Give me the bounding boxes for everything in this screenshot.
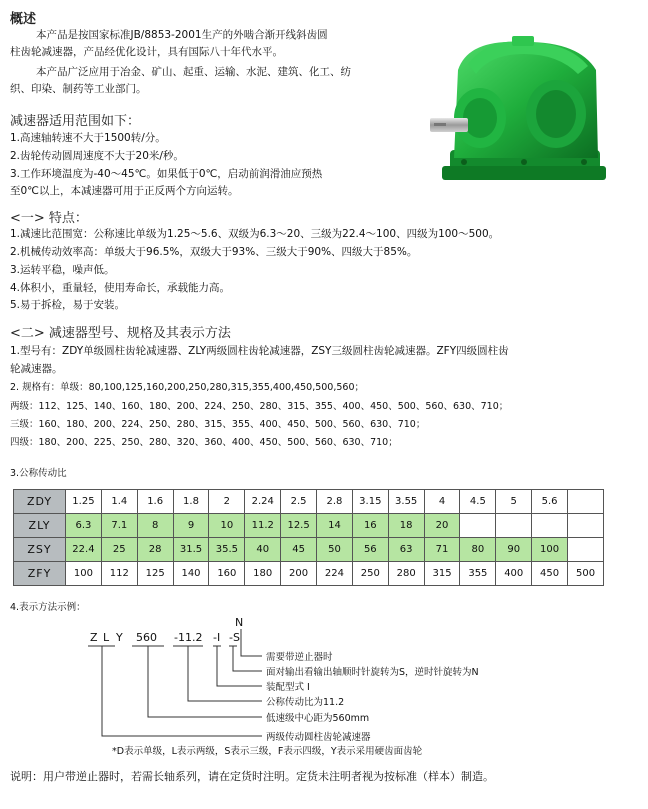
scope-item-3: 3.工作环境温度为-40～45℃。如果低于0℃，启动前润滑油应预热 [10,168,323,180]
features-item-5: 5.易于拆检，易于安装。 [10,299,126,311]
ratio-cell: 400 [496,562,532,586]
ratio-cell: 2.8 [317,490,353,514]
overview-para2-line2: 织、印染、制药等工业部门。 [10,83,147,95]
ratio-cell: 12.5 [281,514,317,538]
overview-para1-line1: 本产品是按国家标准JB/8853-2001生产的外啮合渐开线斜齿圆 [36,29,328,41]
ratio-cell: 2.5 [281,490,317,514]
ratio-cell: 180 [245,562,281,586]
ratio-cell: 100 [532,538,568,562]
label-backstop: 需要带逆止器时 [266,652,333,663]
ratio-cell: 35.5 [209,538,245,562]
ratio-cell: 250 [352,562,388,586]
features-item-3: 3.运转平稳，噪声低。 [10,264,115,276]
ratio-cell: 71 [424,538,460,562]
ratio-row-header: ZLY [14,514,66,538]
ratio-cell [568,490,604,514]
label-rotation: 面对输出看输出轴顺时针旋转为S，逆时针旋转为N [266,667,479,678]
label-assembly: 装配型式 I [266,682,310,693]
ratio-cell [532,514,568,538]
models-line-4: 两级：112、125、140、160、180、200、224、250、280、315、355、400、450、500、560、630、710； [10,401,509,412]
models-line-1: 1.型号有：ZDY单级圆柱齿轮减速器、ZLY两级圆柱齿轮减速器，ZSY三级圆柱齿轮减速器。ZFY四级圆柱齿 [10,345,509,357]
ratio-cell: 14 [317,514,353,538]
code-ratio: -11.2 [174,631,203,644]
ratio-row-zfy [14,562,604,586]
code-size: 560 [136,631,157,644]
ratio-title: 3.公称传动比 [10,468,67,479]
ratio-cell: 200 [281,562,317,586]
ratio-cell: 7.1 [101,514,137,538]
ratio-cell: 5.6 [532,490,568,514]
features-item-1: 1.减速比范围宽：公称速比单级为1.25～5.6、双级为6.3～20、三级为22.4～100、四级为100～500。 [10,228,500,240]
ratio-cell: 315 [424,562,460,586]
ratio-cell: 20 [424,514,460,538]
ratio-cell: 22.4 [66,538,102,562]
ratio-cell: 50 [317,538,353,562]
ratio-row-zly [14,514,604,538]
ratio-cell: 56 [352,538,388,562]
ratio-cell: 11.2 [245,514,281,538]
ratio-cell: 8 [137,514,173,538]
models-line-3: 2. 规格有：单级：80,100,125,160,200,250,280,315,355,400,450,500,560； [10,382,365,393]
ratio-cell [460,514,496,538]
ratio-cell: 280 [388,562,424,586]
ratio-cell: 45 [281,538,317,562]
scope-item-1: 1.高速轴转速不大于1500转/分。 [10,132,166,144]
ratio-cell: 450 [532,562,568,586]
ratio-cell: 9 [173,514,209,538]
models-line-2: 轮减速器。 [10,363,63,375]
ratio-cell: 28 [137,538,173,562]
ratio-cell: 10 [209,514,245,538]
ratio-row-header: ZFY [14,562,66,586]
ratio-cell: 100 [66,562,102,586]
ratio-cell: 1.25 [66,490,102,514]
ratio-cell: 25 [101,538,137,562]
ratio-row-zsy [14,538,604,562]
scope-item-2: 2.齿轮传动圆周速度不大于20米/秒。 [10,150,184,162]
code-l: L [103,631,110,644]
ratio-row-zdy [14,490,604,514]
models-title: <二> 减速器型号、规格及其表示方法 [10,326,231,341]
ratio-cell: 63 [388,538,424,562]
ratio-cell: 1.4 [101,490,137,514]
code-n: N [235,616,244,629]
overview-para1-line2: 柱齿轮减速器，产品经优化设计，具有国际八十年代水平。 [10,46,283,58]
ratio-cell: 80 [460,538,496,562]
code-z: Z [90,631,104,644]
note: 说明：用户带逆止器时，若需长轴系列，请在定货时注明。定货未注明者视为按标准（样本）制造。 [10,770,494,783]
scope-title: 减速器适用范围如下： [10,114,141,129]
ratio-cell [496,514,532,538]
ratio-cell: 4 [424,490,460,514]
ratio-cell: 125 [137,562,173,586]
ratio-cell: 355 [460,562,496,586]
features-item-4: 4.体积小，重量轻，使用寿命长，承载能力高。 [10,282,231,294]
ratio-cell: 6.3 [66,514,102,538]
example-title: 4.表示方法示例： [10,602,86,613]
models-line-5: 三级：160、180、200、224、250、280、315、355、400、450、500、560、630、710； [10,419,426,430]
code-y: Y [116,631,123,644]
ratio-cell: 1.6 [137,490,173,514]
code-i: -I [213,631,221,644]
label-type: 两级传动圆柱齿轮减速器 [266,732,371,743]
ratio-cell: 160 [209,562,245,586]
ratio-cell [568,538,604,562]
ratio-cell: 2.24 [245,490,281,514]
designation-diagram [40,611,600,761]
ratio-cell: 5 [496,490,532,514]
code-s: -S [229,631,240,644]
ratio-cell: 140 [173,562,209,586]
scope-item-4: 至0℃以上，本减速器可用于正反两个方向运转。 [10,185,239,197]
ratio-cell: 18 [388,514,424,538]
gear-reducer-image [428,30,614,190]
ratio-cell [568,514,604,538]
overview-title: 概述 [10,12,37,27]
ratio-row-header: ZSY [14,538,66,562]
ratio-cell: 1.8 [173,490,209,514]
ratio-cell: 112 [101,562,137,586]
ratio-cell: 3.15 [352,490,388,514]
ratio-cell: 4.5 [460,490,496,514]
ratio-cell: 31.5 [173,538,209,562]
ratio-cell: 2 [209,490,245,514]
ratio-table [13,489,604,586]
ratio-cell: 16 [352,514,388,538]
ratio-cell: 40 [245,538,281,562]
label-center-distance: 低速级中心距为560mm [266,713,370,724]
ratio-row-header: ZDY [14,490,66,514]
ratio-cell: 3.55 [388,490,424,514]
overview-para2-line1: 本产品广泛应用于冶金、矿山、起重、运输、水泥、建筑、化工、纺 [36,66,351,78]
ratio-cell: 90 [496,538,532,562]
label-ratio: 公称传动比为11.2 [266,697,345,708]
features-item-2: 2.机械传动效率高：单级大于96.5%，双级大于93%、三级大于90%、四级大于85%。 [10,246,418,258]
example-footnote: *D表示单级，L表示两级，S表示三级，F表示四级，Y表示采用硬齿面齿轮 [112,746,423,757]
ratio-cell: 224 [317,562,353,586]
features-title: <一> 特点： [10,211,88,226]
models-line-6: 四级：180、200、225、250、280、320、360、400、450、500、560、630、710； [10,437,398,448]
ratio-cell: 500 [568,562,604,586]
